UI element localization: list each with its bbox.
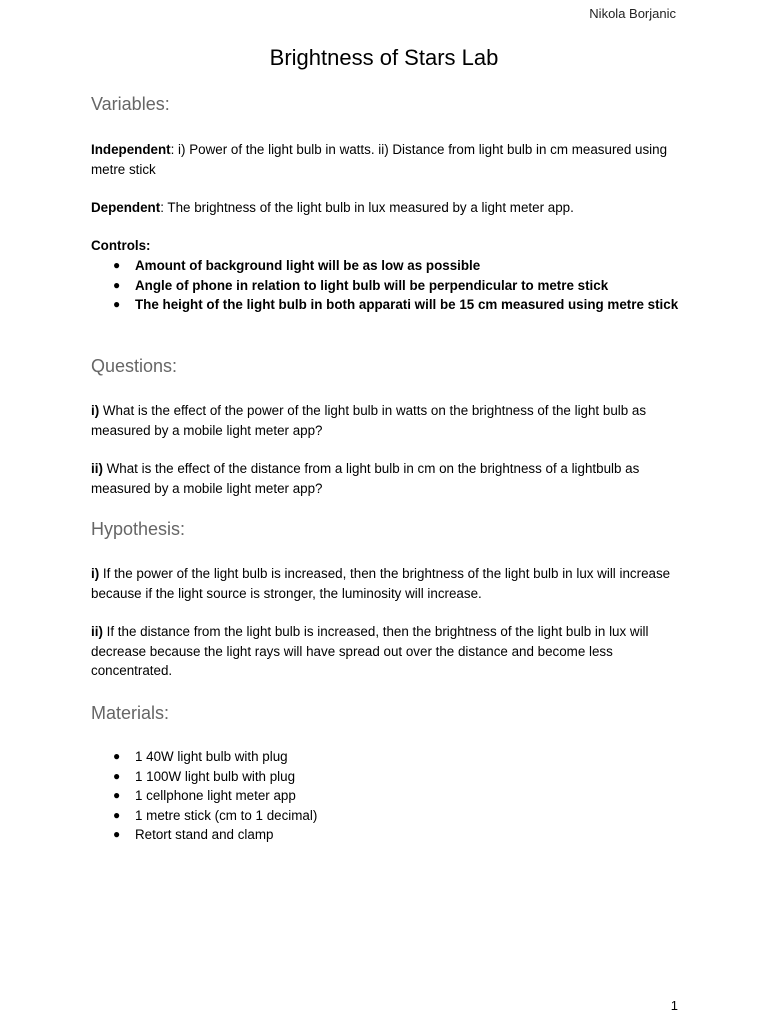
independent-label: Independent (91, 142, 171, 157)
list-item: ● Angle of phone in relation to light bulb will be perpendicular to metre stick (91, 276, 681, 296)
materials-list (91, 747, 681, 845)
controls-label: Controls: (91, 238, 151, 253)
header-author: Nikola Borjanic (589, 6, 676, 21)
dependent-label: Dependent (91, 200, 161, 215)
dependent-text: : The brightness of the light bulb in lux measured by a light meter app. (160, 200, 574, 215)
list-item: ● 1 100W light bulb with plug (91, 767, 681, 787)
question-paragraph: ii) What is the effect of the distance from a light bulb in cm on the brightness of a lightbulb as measured by a mobile light meter app? (91, 461, 640, 496)
questions-heading: Questions: (91, 356, 178, 376)
page-title: Brightness of Stars Lab (269, 45, 499, 70)
bullet-icon: ● (113, 807, 121, 822)
hypothesis-heading: Hypothesis: (91, 519, 186, 539)
list-item: ● The height of the light bulb in both apparati will be 15 cm measured using metre stick (91, 295, 681, 315)
bullet-icon: ● (113, 768, 121, 783)
bullet-icon: ● (113, 297, 121, 311)
bullet-icon: ● (113, 749, 121, 763)
bullet-icon: ● (113, 277, 121, 292)
question-paragraph: i) What is the effect of the power of the light bulb in watts on the brightness of the light bulb as measured by a mobile light meter app? (91, 403, 647, 438)
list-item: ● 1 40W light bulb with plug (91, 747, 681, 767)
bullet-icon: ● (113, 788, 121, 802)
independent-paragraph (91, 140, 681, 179)
independent-text: : i) Power of the light bulb in watts. ii) Distance from light bulb in cm measured using metre stick (91, 142, 668, 177)
materials-heading: Materials: (91, 703, 170, 723)
variables-heading: Variables: (91, 94, 170, 114)
list-item: ● 1 metre stick (cm to 1 decimal) (91, 806, 681, 826)
bullet-icon: ● (113, 258, 121, 272)
hypothesis-paragraph: i) If the power of the light bulb is increased, then the brightness of the light bulb in lux will increase because if the light source is stronger, the luminosity will increase. (91, 566, 671, 601)
list-item: ● Retort stand and clamp (91, 825, 681, 845)
bullet-icon: ● (113, 827, 121, 841)
controls-list (91, 256, 681, 315)
hypothesis-paragraph: ii) If the distance from the light bulb is increased, then the brightness of the light bulb in lux will decrease because the light rays will have spread out over the distance and become less concentrated. (91, 624, 649, 678)
list-item: ● Amount of background light will be as low as possible (91, 256, 681, 276)
dependent-paragraph (91, 198, 681, 218)
page-number: 1 (670, 998, 678, 1013)
list-item: ● 1 cellphone light meter app (91, 786, 681, 806)
